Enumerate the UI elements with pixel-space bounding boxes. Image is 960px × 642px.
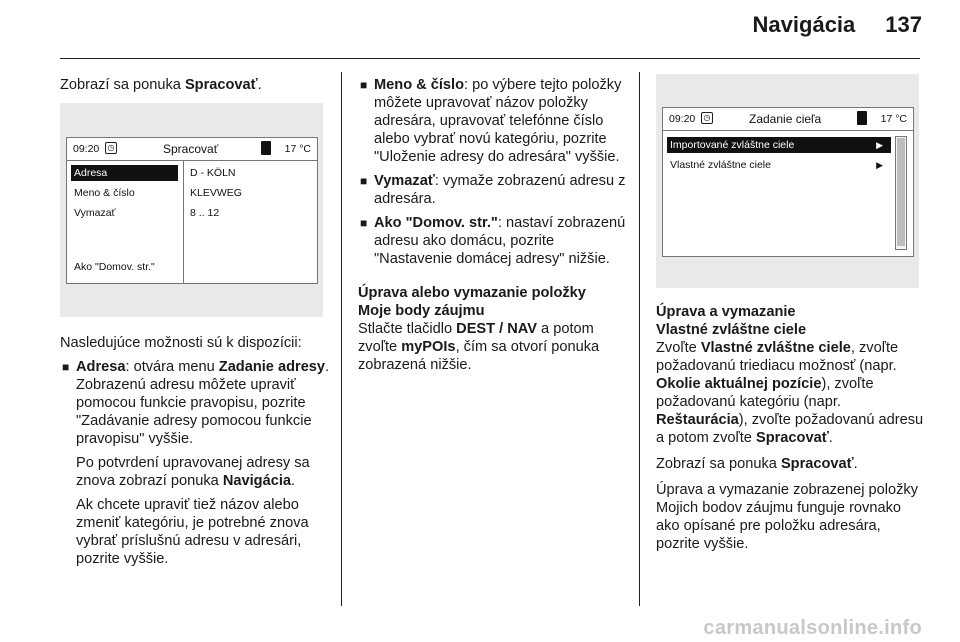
instruction-paragraph bbox=[358, 320, 626, 374]
clock-time: 09:20 bbox=[73, 143, 100, 155]
chevron-right-icon: ▶ bbox=[876, 160, 883, 170]
para-text: Zobrazí sa ponuka bbox=[656, 456, 781, 472]
bullet-square-icon: ■ bbox=[62, 360, 70, 374]
bullet-set-home bbox=[358, 214, 626, 268]
detail-number: 8 .. 12 bbox=[190, 207, 220, 219]
column-3 bbox=[656, 303, 928, 553]
list-item-label: Importované zvláštne ciele bbox=[670, 139, 795, 151]
chevron-right-icon: ▶ bbox=[876, 140, 883, 150]
clock-icon: ◷ bbox=[105, 142, 117, 154]
header-rule bbox=[60, 58, 920, 59]
bullet-square-icon: ■ bbox=[360, 78, 368, 92]
display-screen bbox=[66, 137, 318, 284]
column-divider-1 bbox=[341, 72, 342, 606]
detail-street: KLEVWEG bbox=[190, 187, 242, 199]
intro-bold: Spracovať bbox=[184, 77, 258, 93]
temperature: 17 °C bbox=[880, 113, 907, 125]
section-heading: Úprava alebo vymazanie položky bbox=[358, 285, 586, 301]
para-text: . bbox=[853, 456, 858, 472]
bullet-delete bbox=[358, 172, 626, 208]
section-heading: Úprava a vymazanie bbox=[656, 304, 796, 320]
result-paragraph bbox=[656, 455, 928, 473]
bullet-text: : po výbere tejto položky môžete upravovať názov položky adresára, upravovať telefónne číslo alebo vybrať novú kategóriu, pozrite "Uloženie adresy do adresára" vyššie. bbox=[374, 77, 622, 165]
column-divider-2 bbox=[639, 72, 640, 606]
bullet-text: : vymaže zobrazenú adresu z adresára. bbox=[374, 173, 626, 207]
bullet-label: Vymazať bbox=[374, 173, 435, 189]
bullet-name-number bbox=[358, 76, 626, 166]
bullet-bold: Zadanie adresy bbox=[218, 359, 326, 375]
bullet-text: : otvára menu bbox=[125, 359, 219, 375]
para-text: ), zvoľte požadovanú kategóriu (napr. bbox=[656, 376, 874, 410]
bullet-label: Ako "Domov. str." bbox=[374, 215, 498, 231]
bullet-text: . Zobrazenú adresu môžete upraviť pomocou funkcie pravopisu, pozrite "Zadávanie adresy pomocou funkcie pravopisu" vyššie. bbox=[76, 359, 330, 447]
para-text: Stlačte tlačidlo bbox=[358, 321, 457, 337]
screen-title: Zadanie cieľa bbox=[749, 112, 822, 126]
page-header bbox=[753, 12, 922, 38]
list-item-imported-poi[interactable] bbox=[667, 137, 891, 153]
list-item-label: Vlastné zvláštne ciele bbox=[670, 159, 771, 171]
bullet-bold: Navigácia bbox=[222, 473, 291, 489]
scrollbar-thumb[interactable] bbox=[897, 138, 905, 246]
screen-title: Spracovať bbox=[163, 142, 219, 156]
detail-city: D - KÖLN bbox=[190, 167, 236, 179]
display-screen bbox=[662, 107, 914, 257]
section-subheading: Vlastné zvláštne ciele bbox=[656, 322, 807, 338]
para-bold: myPOIs bbox=[401, 339, 456, 355]
section-subheading: Moje body záujmu bbox=[358, 303, 485, 319]
column-2 bbox=[358, 76, 626, 374]
scrollbar[interactable] bbox=[895, 136, 907, 250]
instruction-paragraph bbox=[656, 339, 928, 447]
intro-text: Zobrazí sa ponuka bbox=[60, 77, 185, 93]
para-bold: Okolie aktuálnej pozície bbox=[656, 376, 822, 392]
para-text: Zvoľte bbox=[656, 340, 701, 356]
bullet-text: . bbox=[291, 473, 296, 489]
clock-icon: ◷ bbox=[701, 112, 713, 124]
screenshot-destination-menu bbox=[656, 74, 919, 288]
para-bold: Spracovať bbox=[755, 430, 829, 446]
page-number: 137 bbox=[885, 12, 922, 37]
status-bar bbox=[663, 108, 913, 131]
bullet-square-icon: ■ bbox=[360, 216, 368, 230]
para-bold: Reštaurácia bbox=[656, 412, 739, 428]
bullet-square-icon: ■ bbox=[360, 174, 368, 188]
thermometer-icon bbox=[857, 111, 867, 125]
section-title: Navigácia bbox=[752, 12, 856, 37]
bullet-label: Meno & číslo bbox=[374, 77, 465, 93]
intro-paragraph bbox=[60, 76, 332, 94]
para-bold: Spracovať bbox=[780, 456, 854, 472]
menu-item-address[interactable]: Adresa bbox=[71, 165, 178, 181]
options-intro: Nasledujúce možnosti sú k dispozícii: bbox=[60, 335, 302, 351]
para-text: a potom zvoľte bbox=[358, 321, 594, 355]
list-item-own-poi[interactable] bbox=[667, 157, 891, 173]
para-text: ), zvoľte požadovanú adresu a potom zvoľte bbox=[656, 412, 924, 446]
para-bold: Vlastné zvláštne ciele bbox=[700, 340, 851, 356]
panel-divider bbox=[183, 161, 184, 283]
column-1-body bbox=[60, 334, 335, 568]
menu-item-set-home[interactable]: Ako "Domov. str." bbox=[74, 261, 155, 273]
bullet-text: : nastaví zobrazenú adresu ako domácu, pozrite "Nastavenie domácej adresy" nižšie. bbox=[374, 215, 626, 267]
bullet-text: Ak chcete upraviť tiež názov alebo zmeniť kategóriu, je potrebné znova vybrať príslušnú adresu v adresári, pozrite vyššie. bbox=[76, 497, 309, 567]
para-text: . bbox=[828, 430, 833, 446]
thermometer-icon bbox=[261, 141, 271, 155]
closing-paragraph: Úprava a vymazanie zobrazenej položky Mojich bodov záujmu funguje rovnako ako opísané pre položku adresára, pozrite vyššie. bbox=[656, 482, 919, 552]
watermark: carmanualsonline.info bbox=[703, 617, 922, 639]
menu-item-name-number[interactable]: Meno & číslo bbox=[74, 187, 135, 199]
temperature: 17 °C bbox=[284, 143, 311, 155]
screenshot-edit-menu bbox=[60, 103, 323, 317]
bullet-address bbox=[60, 358, 335, 568]
intro-end: . bbox=[257, 77, 262, 93]
bullet-label: Adresa bbox=[76, 359, 126, 375]
para-text: , čím sa otvorí ponuka zobrazená nižšie. bbox=[358, 339, 600, 373]
status-bar bbox=[67, 138, 317, 161]
column-1 bbox=[60, 72, 332, 94]
bullet-text: Po potvrdení upravovanej adresy sa znova zobrazí ponuka bbox=[76, 455, 310, 489]
para-bold: DEST / NAV bbox=[456, 321, 537, 337]
menu-item-delete[interactable]: Vymazať bbox=[74, 207, 116, 219]
clock-time: 09:20 bbox=[669, 113, 696, 125]
para-text: , zvoľte požadovanú triediacu možnosť (napr. bbox=[656, 340, 899, 374]
